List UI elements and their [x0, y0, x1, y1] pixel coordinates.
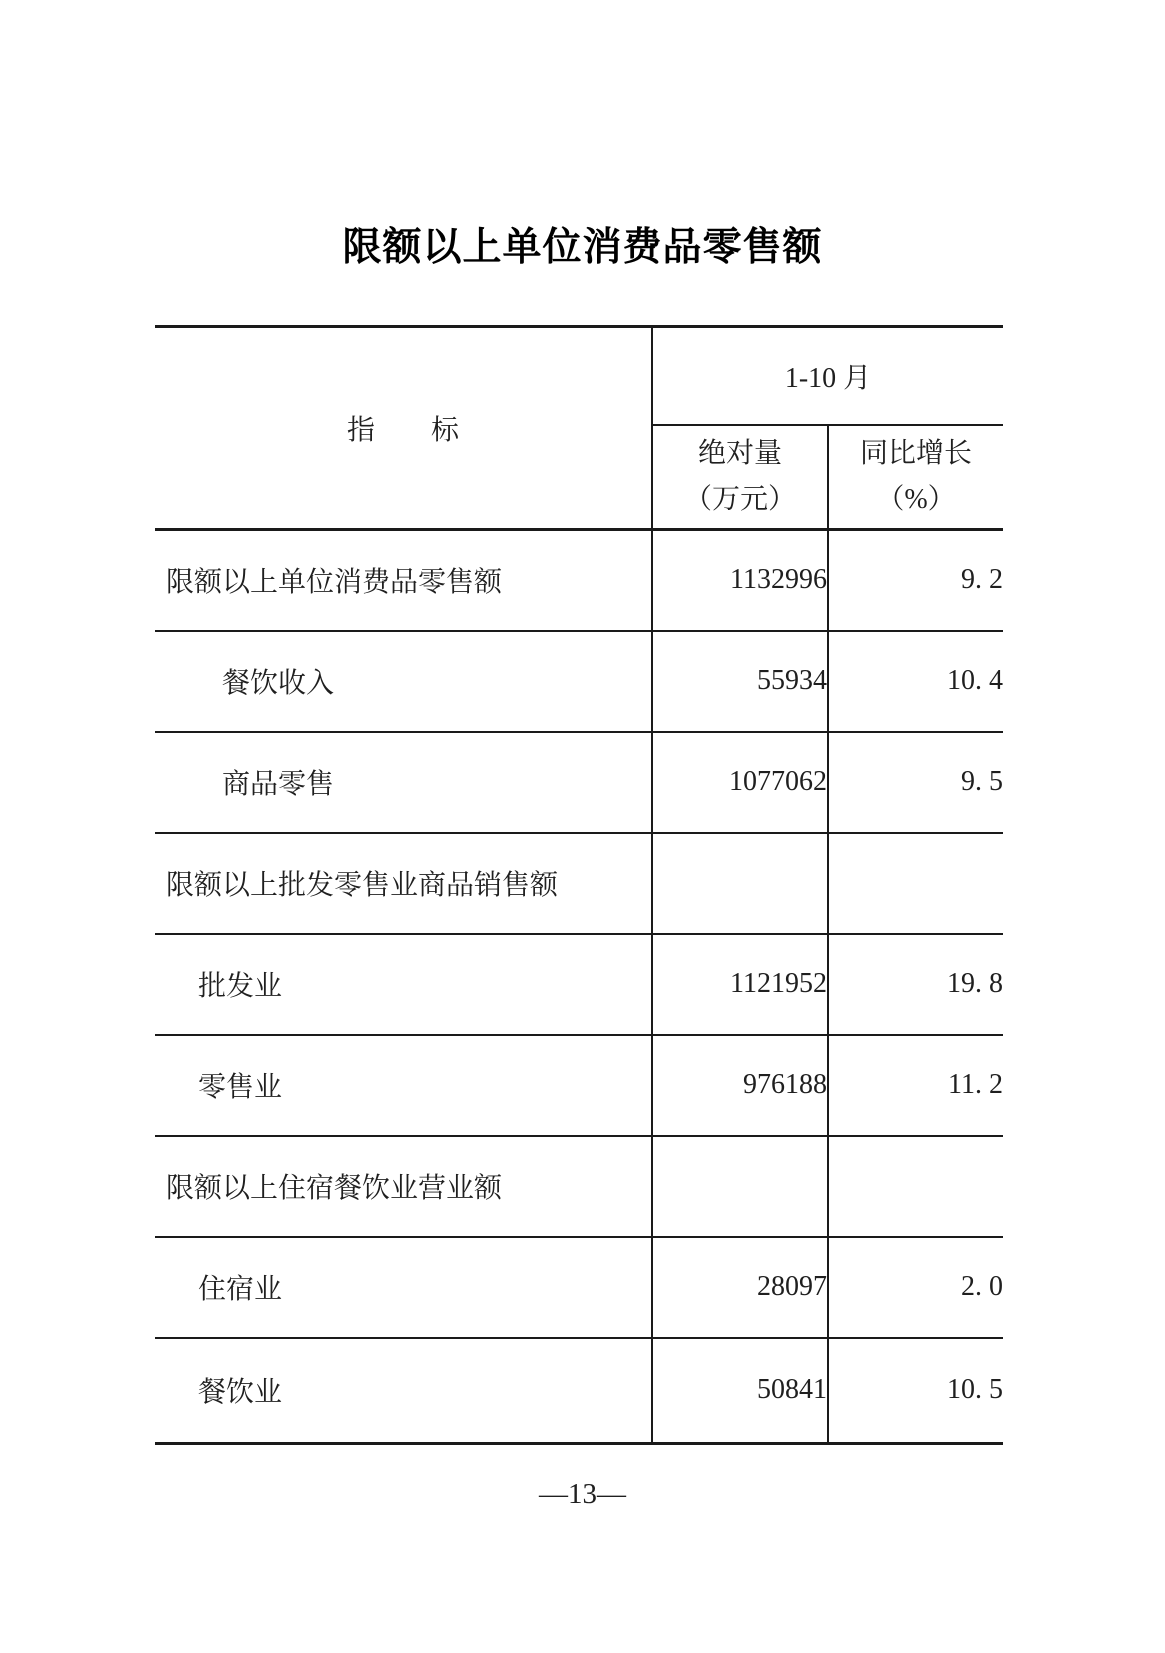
absolute-column-header [652, 425, 828, 530]
absolute-column-unit: （万元） [683, 483, 796, 515]
indicator-header-cell: 指 标 [155, 327, 652, 530]
table-row [155, 530, 1003, 631]
absolute-value-cell: 1121952 [652, 934, 828, 1035]
growth-value-cell [828, 1136, 1003, 1237]
growth-value-cell: 9. 2 [828, 530, 1003, 631]
absolute-value-cell: 1077062 [652, 732, 828, 833]
indicator-cell: 限额以上单位消费品零售额 [155, 530, 652, 631]
growth-value-cell: 9. 5 [828, 732, 1003, 833]
growth-value-cell: 2. 0 [828, 1237, 1003, 1338]
growth-value-cell: 10. 5 [828, 1338, 1003, 1444]
absolute-value-cell: 976188 [652, 1035, 828, 1136]
table-container [155, 325, 1003, 1445]
table-row [155, 732, 1003, 833]
table-row [155, 1035, 1003, 1136]
indicator-cell: 餐饮业 [155, 1338, 652, 1444]
growth-column-unit: （%） [876, 483, 956, 515]
page-number: —13— [539, 1478, 626, 1510]
indicator-cell: 餐饮收入 [155, 631, 652, 732]
indicator-cell: 零售业 [155, 1035, 652, 1136]
absolute-value-cell: 50841 [652, 1338, 828, 1444]
indicator-cell: 限额以上批发零售业商品销售额 [155, 833, 652, 934]
growth-column-header [828, 425, 1003, 530]
table-row [155, 934, 1003, 1035]
table-row [155, 1136, 1003, 1237]
absolute-value-cell: 1132996 [652, 530, 828, 631]
indicator-cell: 住宿业 [155, 1237, 652, 1338]
indicator-cell: 批发业 [155, 934, 652, 1035]
growth-value-cell [828, 833, 1003, 934]
table-row [155, 1338, 1003, 1444]
absolute-value-cell: 28097 [652, 1237, 828, 1338]
retail-sales-table [155, 325, 1003, 1445]
growth-value-cell: 19. 8 [828, 934, 1003, 1035]
absolute-value-cell [652, 833, 828, 934]
page-title: 限额以上单位消费品零售额 [342, 226, 823, 269]
indicator-cell: 限额以上住宿餐饮业营业额 [155, 1136, 652, 1237]
growth-column-label: 同比增长 [860, 437, 973, 469]
absolute-column-label: 绝对量 [697, 437, 782, 469]
growth-value-cell: 11. 2 [828, 1035, 1003, 1136]
growth-value-cell: 10. 4 [828, 631, 1003, 732]
table-row [155, 833, 1003, 934]
table-row [155, 631, 1003, 732]
header-row-period [155, 327, 1003, 425]
absolute-value-cell: 55934 [652, 631, 828, 732]
table-row [155, 1237, 1003, 1338]
period-header-cell: 1-10 月 [652, 327, 1003, 425]
indicator-cell: 商品零售 [155, 732, 652, 833]
absolute-value-cell [652, 1136, 828, 1237]
